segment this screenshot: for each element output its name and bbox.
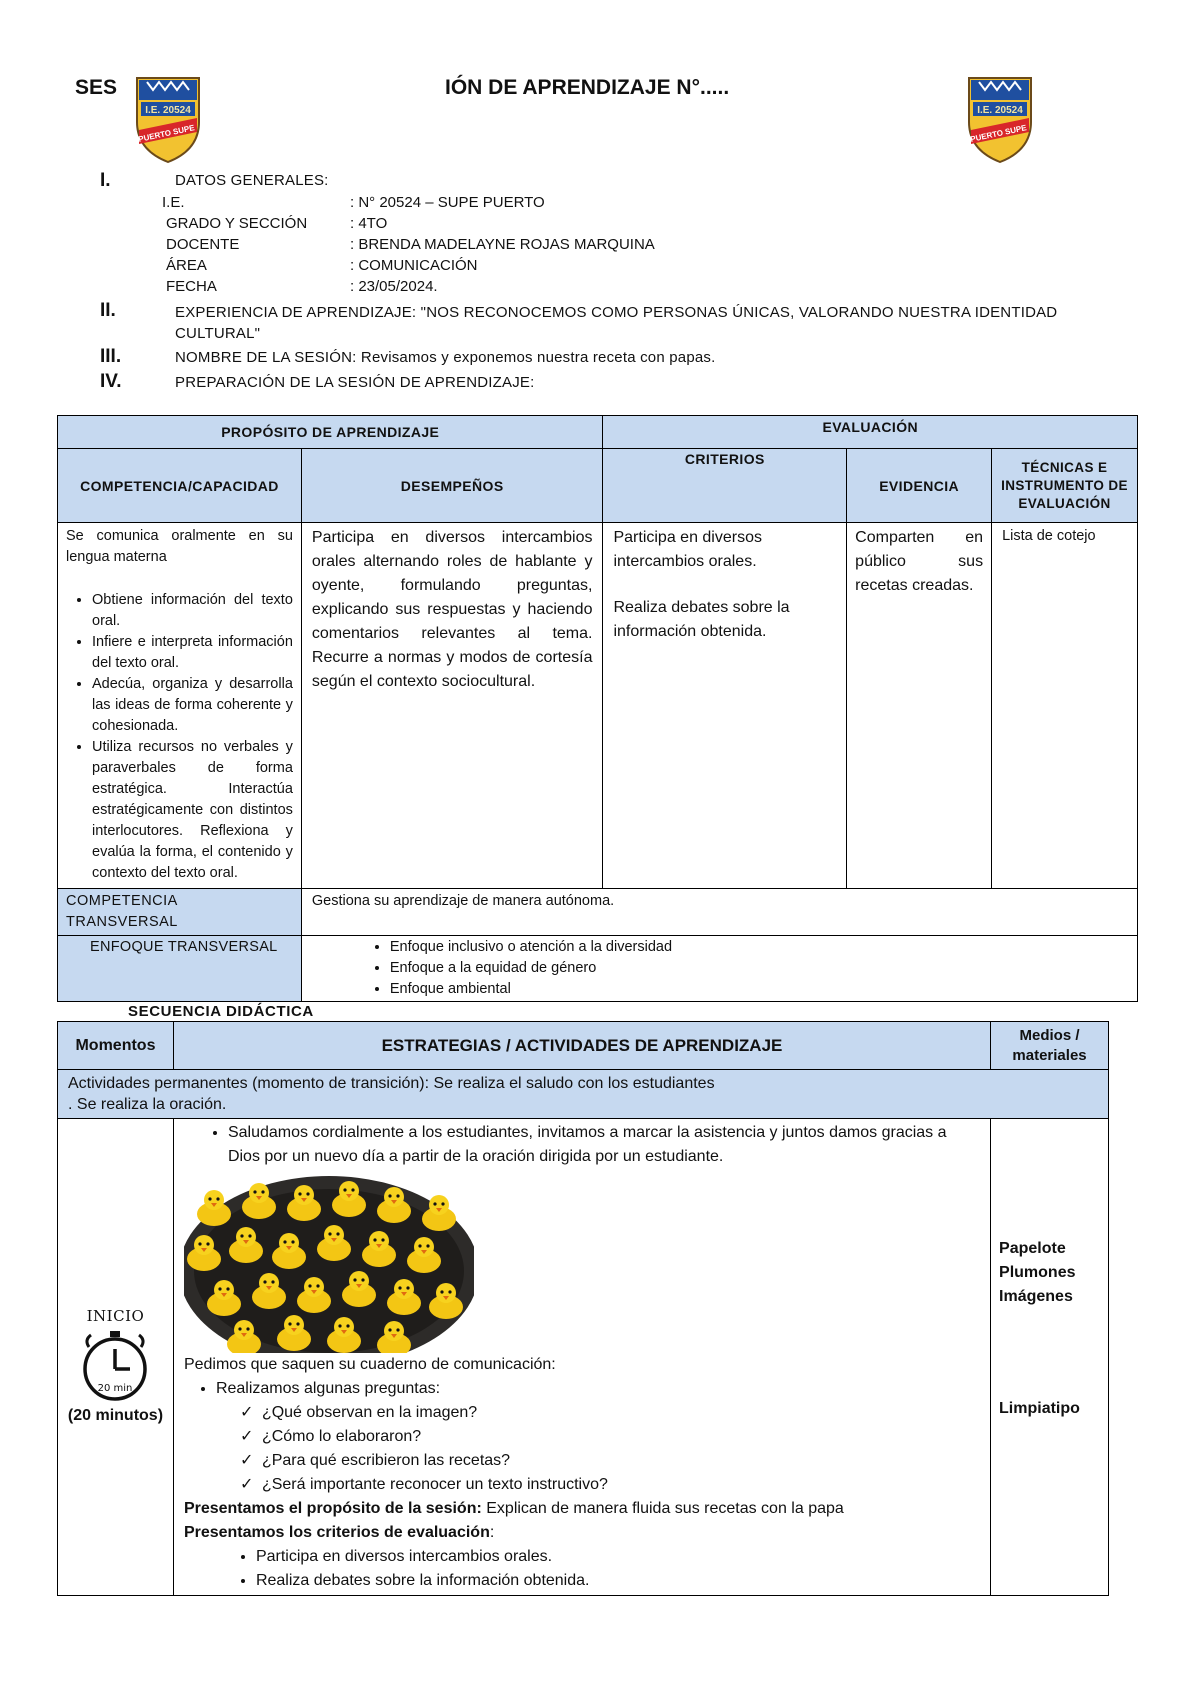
ducks-photo [184, 1171, 474, 1353]
duck-eye [388, 1194, 391, 1197]
duck-eye [373, 1238, 376, 1241]
duck-eye [426, 1244, 429, 1247]
duck-eye [308, 1284, 311, 1287]
duck-eye [261, 1190, 264, 1193]
material-item: Imágenes [999, 1288, 1073, 1305]
duck-eye [338, 1324, 341, 1327]
logo-text-bottom: PUERTO SUPE [137, 123, 196, 144]
inicio-label: INICIO [86, 1307, 145, 1325]
check-icon: ✓ [239, 1404, 254, 1421]
duck-eye [248, 1234, 251, 1237]
section-iii [175, 349, 716, 366]
duck-eye [216, 1197, 219, 1200]
pregunta-text: ¿Cómo lo elaboraron? [261, 1428, 422, 1445]
evidencia-cell [847, 523, 992, 889]
title-left: SES [75, 76, 118, 99]
pregunta-text: ¿Qué observan en la imagen? [261, 1404, 478, 1421]
duck-eye [240, 1234, 243, 1237]
section-ii-label: EXPERIENCIA DE APRENDIZAJE: "NOS RECONOCEMOS COMO PERSONAS ÚNICAS, VALORANDO NUESTRA IDENTIDAD CULTURAL" [175, 304, 1058, 342]
header-evidencia: EVIDENCIA [847, 449, 992, 523]
clock-icon [75, 1327, 155, 1403]
logo-text-top: I.E. 20524 [977, 105, 1023, 116]
criterio-2: Realiza debates sobre la información obtenida. [613, 599, 790, 640]
duck-eye [440, 1290, 443, 1293]
data-value-ie: : N° 20524 – SUPE PUERTO [350, 194, 545, 211]
duck-eye [346, 1324, 349, 1327]
section-ii-number: II. [100, 300, 116, 321]
criterio-item: • Realiza debates sobre la información obtenida. [256, 1569, 980, 1593]
criterios-colon: : [489, 1524, 495, 1541]
school-logo-right [965, 72, 1035, 164]
duck-eye [246, 1327, 249, 1330]
data-value-docente: : BRENDA MADELAYNE ROJAS MARQUINA [350, 236, 655, 253]
saludo-list [198, 1121, 980, 1169]
pregunta-text: ¿Será importante reconocer un texto instructivo? [261, 1476, 608, 1493]
evidencia-text: Comparten en público sus recetas creadas. [855, 529, 984, 594]
section-iii-number: III. [100, 346, 122, 367]
pregunta-item [240, 1425, 980, 1449]
desempeno-text: Participa en diversos intercambios orales alternando roles de hablante y oyente, formulando preguntas, explicando sus respuestas y haciendo comentarios relevantes al tema. Recurre a normas y modos de cortesía según el contexto sociocultural. [311, 529, 593, 690]
competencia-text: Se comunica oralmente en su lengua materna [66, 528, 293, 565]
proposito-label: Presentamos el propósito de la sesión: [183, 1500, 482, 1517]
header-competencia: COMPETENCIA/CAPACIDAD [58, 449, 302, 523]
material-extra: Limpiatipo [999, 1400, 1080, 1417]
criterios-list [184, 1545, 980, 1593]
data-label-area: ÁREA [166, 257, 207, 274]
permanentes-line-2: . Se realiza la oración. [68, 1096, 227, 1113]
inicio-activities-cell [173, 1119, 990, 1596]
page-title: IÓN DE APRENDIZAJE N°..... [445, 76, 730, 99]
desempeno-cell [301, 523, 603, 889]
check-icon: ✓ [239, 1476, 254, 1493]
duck-eye [208, 1197, 211, 1200]
duck-eye [388, 1328, 391, 1331]
saludo-item: • Saludamos cordialmente a los estudiantes, invitamos a marcar la asistencia y juntos damos gracias a Dios por un nuevo día a partir de la oración dirigida por un estudiante. [228, 1121, 980, 1169]
section-iv-label: PREPARACIÓN DE LA SESIÓN DE APRENDIZAJE: [175, 374, 535, 391]
comp-transversal-value-cell [301, 889, 1137, 936]
preguntas-list [184, 1401, 980, 1497]
criterio-item: • Participa en diversos intercambios orales. [256, 1545, 980, 1569]
enfoque-label-cell [58, 936, 302, 1002]
section-i-number: I. [100, 170, 111, 191]
duck-eye [316, 1284, 319, 1287]
duck-eye [296, 1322, 299, 1325]
enfoque-item: • Enfoque inclusivo o atención a la diversidad [390, 937, 1127, 958]
instrumento-text: Lista de cotejo [1002, 528, 1096, 544]
capacidad-item: • Infiere e interpreta información del texto oral. [92, 632, 293, 674]
header-desempenos: DESEMPEÑOS [301, 449, 603, 523]
enfoque-item: • Enfoque a la equidad de género [390, 958, 1127, 979]
secuencia-title: SECUENCIA DIDÁCTICA [128, 1003, 314, 1020]
duck-eye [336, 1232, 339, 1235]
criterios-label: Presentamos los criterios de evaluación [183, 1524, 490, 1541]
school-logo-left [133, 72, 203, 164]
data-value-grado: : 4TO [350, 215, 388, 232]
session-name: Revisamos y exponemos nuestra receta con papas. [356, 349, 716, 366]
cuaderno-text: Pedimos que saquen su cuaderno de comunicación: [183, 1356, 556, 1373]
header-momentos: Momentos [58, 1022, 174, 1070]
comp-transversal-value: Gestiona su aprendizaje de manera autónoma. [311, 893, 615, 909]
duck-eye [298, 1192, 301, 1195]
data-label-fecha: FECHA [166, 278, 217, 295]
duck-eye [263, 1280, 266, 1283]
duck-eye [226, 1287, 229, 1290]
duck-eye [433, 1202, 436, 1205]
duck-eye [418, 1244, 421, 1247]
duck-eye [351, 1188, 354, 1191]
criterio-1: Participa en diversos intercambios orales. [613, 529, 762, 570]
duck-eye [398, 1286, 401, 1289]
proposito-line [184, 1497, 980, 1521]
inicio-cell [58, 1119, 174, 1596]
duck-eye [206, 1242, 209, 1245]
capacidades-list [66, 590, 293, 884]
criterios-cell [603, 523, 847, 889]
duck-eye [253, 1190, 256, 1193]
capacidad-item: • Adecúa, organiza y desarrolla las ideas de forma coherente y cohesionada. [92, 674, 293, 737]
check-icon: ✓ [239, 1452, 254, 1469]
header-tecnicas: TÉCNICAS E INSTRUMENTO DE EVALUACIÓN [992, 449, 1138, 523]
enfoques-cell [301, 936, 1137, 1002]
pregunta-item [240, 1401, 980, 1425]
capacidad-item: • Obtiene información del texto oral. [92, 590, 293, 632]
data-label-grado: GRADO Y SECCIÓN [166, 215, 308, 232]
duck-eye [361, 1278, 364, 1281]
header-medios: Medios / materiales [991, 1022, 1109, 1070]
purpose-table [57, 415, 1138, 1002]
competencia-cell [58, 523, 302, 889]
duck-eye [406, 1286, 409, 1289]
inicio-time: (20 minutos) [67, 1407, 164, 1424]
instrumento-cell [992, 523, 1138, 889]
permanentes-line-1: Actividades permanentes (momento de transición): Se realiza el saludo con los estudiantes [68, 1075, 715, 1092]
preguntas-intro-list [184, 1377, 980, 1401]
logo-text-bottom: PUERTO SUPE [969, 123, 1028, 144]
data-value-area: : COMUNICACIÓN [350, 257, 478, 274]
duck-eye [271, 1280, 274, 1283]
duck-eye [218, 1287, 221, 1290]
comp-transversal-label: COMPETENCIA TRANSVERSAL [66, 893, 178, 930]
section-i-label: DATOS GENERALES: [175, 172, 329, 189]
sequence-table [57, 1021, 1109, 1596]
duck-eye [343, 1188, 346, 1191]
criterios-line [184, 1521, 980, 1545]
permanentes-cell [58, 1070, 1109, 1119]
duck-eye [288, 1322, 291, 1325]
pregunta-item [240, 1449, 980, 1473]
duck-eye [396, 1328, 399, 1331]
material-item: Plumones [999, 1264, 1076, 1281]
capacidad-item: • Utiliza recursos no verbales y paraverbales de forma estratégica. Interactúa estratégicamente con distintos interlocutores. Reflexiona y evalúa la forma, el contenido y contexto del texto oral. [92, 737, 293, 884]
duck-eye [198, 1242, 201, 1245]
header-criterios: CRITERIOS [603, 449, 847, 523]
clock-label: 20 min [98, 1383, 133, 1394]
proposito-value: Explican de manera fluida sus recetas con la papa [481, 1500, 844, 1517]
preguntas-intro: • Realizamos algunas preguntas: [216, 1377, 980, 1401]
check-icon: ✓ [239, 1428, 254, 1445]
duck-eye [441, 1202, 444, 1205]
logo-text-top: I.E. 20524 [145, 105, 191, 116]
duck-eye [238, 1327, 241, 1330]
duck-eye [448, 1290, 451, 1293]
pregunta-item [240, 1473, 980, 1497]
duck-eye [381, 1238, 384, 1241]
header-proposito: PROPÓSITO DE APRENDIZAJE [58, 416, 603, 449]
header-evaluacion: EVALUACIÓN [603, 416, 1138, 449]
pregunta-text: ¿Para qué escribieron las recetas? [261, 1452, 511, 1469]
data-label-ie: I.E. [162, 194, 185, 211]
section-iv-number: IV. [100, 371, 122, 392]
duck-eye [353, 1278, 356, 1281]
material-item: Papelote [999, 1240, 1066, 1257]
duck-eye [283, 1240, 286, 1243]
materiales-cell [991, 1119, 1109, 1596]
header-estrategias: ESTRATEGIAS / ACTIVIDADES DE APRENDIZAJE [173, 1022, 990, 1070]
duck-eye [396, 1194, 399, 1197]
enfoque-label: ENFOQUE TRANSVERSAL [90, 939, 278, 955]
duck-eye [291, 1240, 294, 1243]
duck-eye [328, 1232, 331, 1235]
data-value-fecha: : 23/05/2024. [350, 278, 438, 295]
data-label-docente: DOCENTE [166, 236, 240, 253]
duck-eye [306, 1192, 309, 1195]
section-iii-label: NOMBRE DE LA SESIÓN: [175, 349, 357, 366]
enfoques-list [352, 937, 1127, 1000]
comp-transversal-label-cell [58, 889, 302, 936]
enfoque-item: • Enfoque ambiental [390, 979, 1127, 1000]
